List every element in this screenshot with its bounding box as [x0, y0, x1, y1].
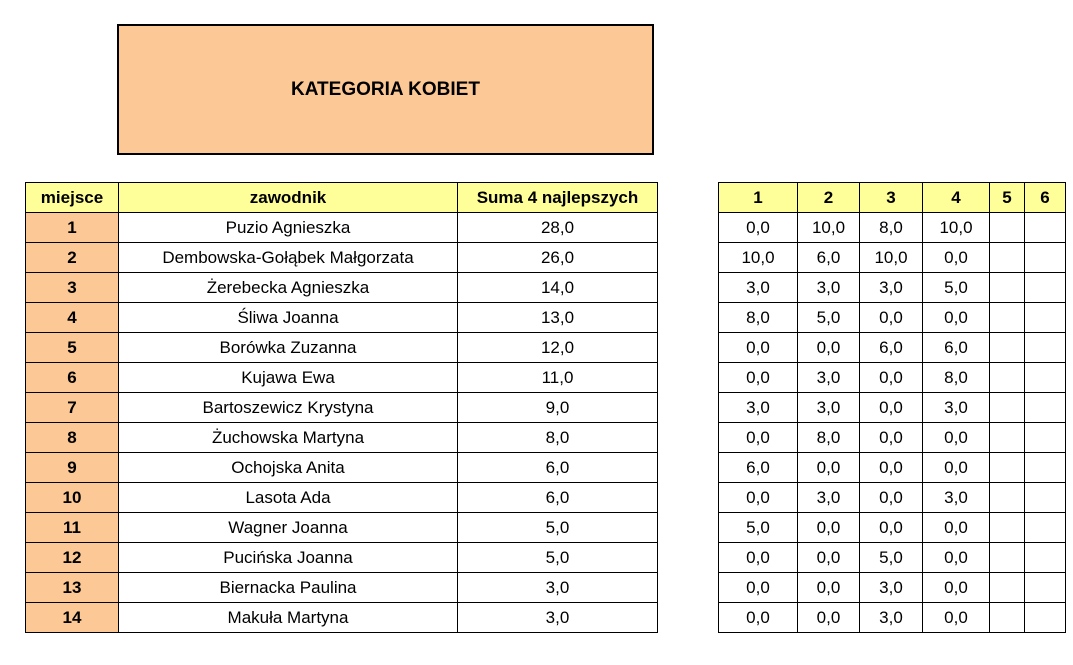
place-cell: 12	[26, 543, 119, 573]
round-6-score-cell	[1025, 423, 1066, 453]
table-row	[26, 543, 658, 573]
round-5-score-cell	[990, 243, 1025, 273]
competitor-name-cell: Biernacka Paulina	[119, 573, 458, 603]
header-place: miejsce	[26, 183, 119, 213]
round-1-score-cell: 0,0	[719, 543, 798, 573]
sum-cell: 6,0	[458, 483, 658, 513]
place-cell: 10	[26, 483, 119, 513]
scores-row	[719, 483, 1066, 513]
round-3-score-cell: 3,0	[860, 603, 923, 633]
category-title: KATEGORIA KOBIET	[117, 24, 654, 155]
table-row	[26, 273, 658, 303]
ranking-table	[25, 182, 658, 633]
table-row	[26, 243, 658, 273]
table-row	[26, 393, 658, 423]
round-2-score-cell: 3,0	[798, 393, 860, 423]
round-3-score-cell: 3,0	[860, 573, 923, 603]
place-cell: 5	[26, 333, 119, 363]
round-3-score-cell: 0,0	[860, 483, 923, 513]
header-sum: Suma 4 najlepszych	[458, 183, 658, 213]
round-3-score-cell: 0,0	[860, 423, 923, 453]
round-2-score-cell: 3,0	[798, 273, 860, 303]
sum-cell: 9,0	[458, 393, 658, 423]
place-cell: 13	[26, 573, 119, 603]
round-1-score-cell: 0,0	[719, 573, 798, 603]
round-2-score-cell: 0,0	[798, 573, 860, 603]
round-2-score-cell: 5,0	[798, 303, 860, 333]
competitor-name-cell: Dembowska-Gołąbek Małgorzata	[119, 243, 458, 273]
round-1-score-cell: 3,0	[719, 393, 798, 423]
competitor-name-cell: Ochojska Anita	[119, 453, 458, 483]
round-5-score-cell	[990, 513, 1025, 543]
round-2-score-cell: 3,0	[798, 363, 860, 393]
round-4-score-cell: 5,0	[923, 273, 990, 303]
round-1-score-cell: 5,0	[719, 513, 798, 543]
scores-row	[719, 513, 1066, 543]
scores-row	[719, 603, 1066, 633]
table-row	[26, 483, 658, 513]
round-6-score-cell	[1025, 573, 1066, 603]
scores-row	[719, 423, 1066, 453]
sum-cell: 5,0	[458, 513, 658, 543]
scores-row	[719, 333, 1066, 363]
competitor-name-cell: Puzio Agnieszka	[119, 213, 458, 243]
sum-cell: 11,0	[458, 363, 658, 393]
competitor-name-cell: Żuchowska Martyna	[119, 423, 458, 453]
round-3-score-cell: 5,0	[860, 543, 923, 573]
round-2-score-cell: 3,0	[798, 483, 860, 513]
scores-row	[719, 393, 1066, 423]
round-2-score-cell: 0,0	[798, 603, 860, 633]
round-4-score-cell: 0,0	[923, 243, 990, 273]
round-4-score-cell: 0,0	[923, 573, 990, 603]
round-6-score-cell	[1025, 303, 1066, 333]
header-name: zawodnik	[119, 183, 458, 213]
scores-row	[719, 453, 1066, 483]
header-round-1: 1	[719, 183, 798, 213]
round-2-score-cell: 10,0	[798, 213, 860, 243]
round-5-score-cell	[990, 303, 1025, 333]
round-2-score-cell: 6,0	[798, 243, 860, 273]
round-2-score-cell: 8,0	[798, 423, 860, 453]
round-1-score-cell: 0,0	[719, 483, 798, 513]
table-row	[26, 573, 658, 603]
round-3-score-cell: 6,0	[860, 333, 923, 363]
table-row	[26, 303, 658, 333]
table-row	[26, 363, 658, 393]
round-6-score-cell	[1025, 513, 1066, 543]
header-round-4: 4	[923, 183, 990, 213]
table-row	[26, 603, 658, 633]
round-6-score-cell	[1025, 273, 1066, 303]
header-round-3: 3	[860, 183, 923, 213]
competitor-name-cell: Borówka Zuzanna	[119, 333, 458, 363]
competitor-name-cell: Żerebecka Agnieszka	[119, 273, 458, 303]
round-6-score-cell	[1025, 483, 1066, 513]
competitor-name-cell: Makuła Martyna	[119, 603, 458, 633]
round-6-score-cell	[1025, 603, 1066, 633]
round-4-score-cell: 0,0	[923, 543, 990, 573]
round-4-score-cell: 3,0	[923, 393, 990, 423]
round-4-score-cell: 0,0	[923, 603, 990, 633]
header-round-2: 2	[798, 183, 860, 213]
round-5-score-cell	[990, 393, 1025, 423]
round-4-score-cell: 0,0	[923, 513, 990, 543]
round-2-score-cell: 0,0	[798, 513, 860, 543]
round-6-score-cell	[1025, 393, 1066, 423]
scores-header-row	[719, 183, 1066, 213]
table-row	[26, 513, 658, 543]
round-4-score-cell: 0,0	[923, 453, 990, 483]
round-6-score-cell	[1025, 333, 1066, 363]
sum-cell: 5,0	[458, 543, 658, 573]
table-row	[26, 333, 658, 363]
round-1-score-cell: 3,0	[719, 273, 798, 303]
round-1-score-cell: 0,0	[719, 423, 798, 453]
round-3-score-cell: 8,0	[860, 213, 923, 243]
round-5-score-cell	[990, 333, 1025, 363]
place-cell: 14	[26, 603, 119, 633]
place-cell: 7	[26, 393, 119, 423]
round-5-score-cell	[990, 603, 1025, 633]
round-1-score-cell: 0,0	[719, 333, 798, 363]
round-3-score-cell: 0,0	[860, 453, 923, 483]
round-4-score-cell: 8,0	[923, 363, 990, 393]
round-4-score-cell: 3,0	[923, 483, 990, 513]
round-1-score-cell: 8,0	[719, 303, 798, 333]
scores-row	[719, 213, 1066, 243]
competitor-name-cell: Wagner Joanna	[119, 513, 458, 543]
round-6-score-cell	[1025, 363, 1066, 393]
round-5-score-cell	[990, 453, 1025, 483]
round-4-score-cell: 0,0	[923, 423, 990, 453]
table-row	[26, 423, 658, 453]
round-5-score-cell	[990, 483, 1025, 513]
competitor-name-cell: Lasota Ada	[119, 483, 458, 513]
scores-row	[719, 273, 1066, 303]
place-cell: 6	[26, 363, 119, 393]
round-5-score-cell	[990, 213, 1025, 243]
round-5-score-cell	[990, 363, 1025, 393]
place-cell: 3	[26, 273, 119, 303]
round-1-score-cell: 0,0	[719, 603, 798, 633]
scores-row	[719, 363, 1066, 393]
place-cell: 1	[26, 213, 119, 243]
sum-cell: 28,0	[458, 213, 658, 243]
round-6-score-cell	[1025, 453, 1066, 483]
scores-row	[719, 243, 1066, 273]
sum-cell: 26,0	[458, 243, 658, 273]
round-5-score-cell	[990, 573, 1025, 603]
round-3-score-cell: 0,0	[860, 513, 923, 543]
sum-cell: 8,0	[458, 423, 658, 453]
scores-row	[719, 303, 1066, 333]
round-3-score-cell: 0,0	[860, 363, 923, 393]
round-3-score-cell: 0,0	[860, 393, 923, 423]
round-2-score-cell: 0,0	[798, 543, 860, 573]
competitor-name-cell: Pucińska Joanna	[119, 543, 458, 573]
header-round-5: 5	[990, 183, 1025, 213]
round-5-score-cell	[990, 423, 1025, 453]
competitor-name-cell: Kujawa Ewa	[119, 363, 458, 393]
competitor-name-cell: Śliwa Joanna	[119, 303, 458, 333]
round-1-score-cell: 0,0	[719, 363, 798, 393]
sum-cell: 13,0	[458, 303, 658, 333]
place-cell: 4	[26, 303, 119, 333]
round-1-score-cell: 10,0	[719, 243, 798, 273]
header-round-6: 6	[1025, 183, 1066, 213]
sum-cell: 3,0	[458, 573, 658, 603]
scores-row	[719, 573, 1066, 603]
round-6-score-cell	[1025, 243, 1066, 273]
place-cell: 2	[26, 243, 119, 273]
sum-cell: 12,0	[458, 333, 658, 363]
table-row	[26, 453, 658, 483]
scores-row	[719, 543, 1066, 573]
ranking-header-row	[26, 183, 658, 213]
round-1-score-cell: 0,0	[719, 213, 798, 243]
competitor-name-cell: Bartoszewicz Krystyna	[119, 393, 458, 423]
round-6-score-cell	[1025, 543, 1066, 573]
place-cell: 8	[26, 423, 119, 453]
round-1-score-cell: 6,0	[719, 453, 798, 483]
round-4-score-cell: 0,0	[923, 303, 990, 333]
round-6-score-cell	[1025, 213, 1066, 243]
round-2-score-cell: 0,0	[798, 333, 860, 363]
sum-cell: 3,0	[458, 603, 658, 633]
round-5-score-cell	[990, 543, 1025, 573]
round-4-score-cell: 10,0	[923, 213, 990, 243]
round-5-score-cell	[990, 273, 1025, 303]
sum-cell: 14,0	[458, 273, 658, 303]
round-3-score-cell: 10,0	[860, 243, 923, 273]
place-cell: 11	[26, 513, 119, 543]
place-cell: 9	[26, 453, 119, 483]
round-3-score-cell: 3,0	[860, 273, 923, 303]
round-2-score-cell: 0,0	[798, 453, 860, 483]
table-row	[26, 213, 658, 243]
round-3-score-cell: 0,0	[860, 303, 923, 333]
round-4-score-cell: 6,0	[923, 333, 990, 363]
sum-cell: 6,0	[458, 453, 658, 483]
round-scores-table	[718, 182, 1066, 633]
